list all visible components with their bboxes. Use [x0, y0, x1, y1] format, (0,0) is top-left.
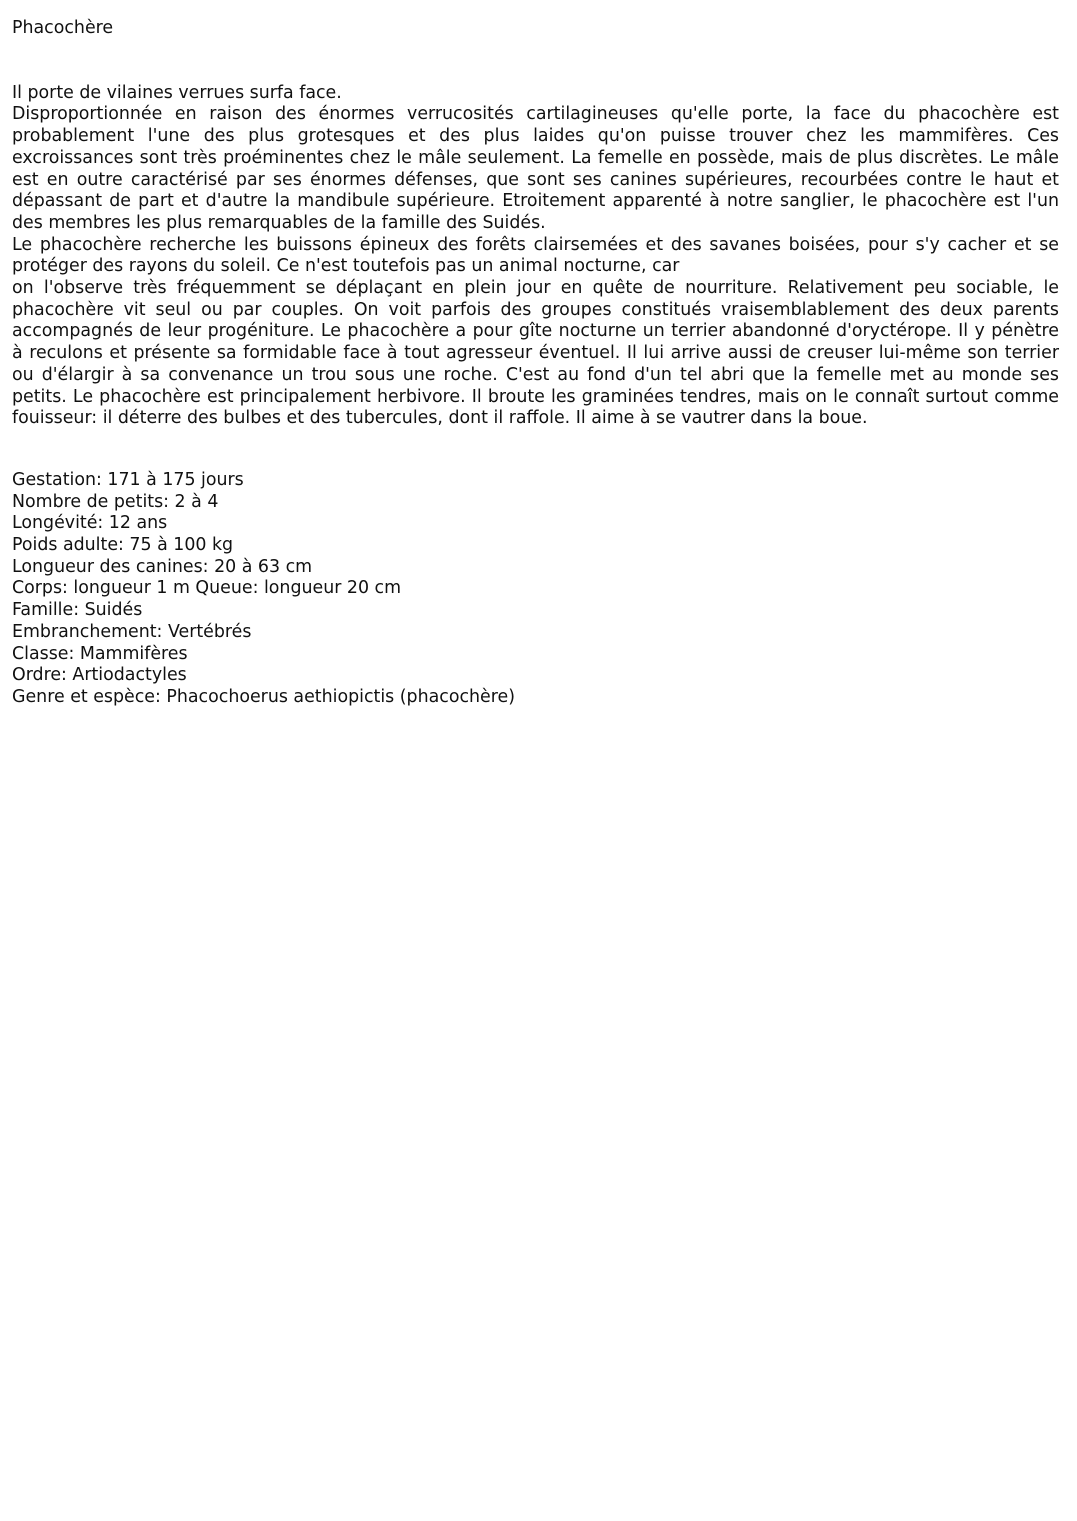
fact-order: Ordre: Artiodactyles	[12, 665, 187, 686]
behavior-paragraph: on l'observe très fréquemment se déplaçant en plein jour en quête de nourriture. Relativement peu sociable, le phacochère vit seul ou par couples. On voit parfois des groupes constitués vraisemblablement des deux parents accompagnés de leur progéniture. Le phacochère a pour gîte nocturne un terrier abandonné d'oryctérope. Il y pénètre à reculons et présente sa formidable face à tout agresseur éventuel. Il lui arrive aussi de creuser lui-même son terrier ou d'élargir à sa convenance un trou sous une roche. C'est au fond d'un tel abri que la femelle met au monde ses petits. Le phacochère est principalement herbivore. Il broute les graminées tendres, mais on le connaît surtout comme fouisseur: il déterre des bulbes et des tubercules, dont il raffole. Il aime à se vautrer dans la boue.	[12, 278, 1059, 429]
facts-list	[12, 470, 1059, 709]
fact-genus-species: Genre et espèce: Phacochoerus aethiopictis (phacochère)	[12, 686, 516, 707]
document-body	[12, 83, 1059, 430]
fact-class: Classe: Mammifères	[12, 643, 188, 664]
fact-phylum: Embranchement: Vertébrés	[12, 621, 252, 642]
document-title: Phacochère	[12, 18, 114, 38]
description-paragraph: Disproportionnée en raison des énormes verrucosités cartilagineuses qu'elle porte, la face du phacochère est probablement l'une des plus grotesques et des plus laides qu'on puisse trouver chez les mammifères. Ces excroissances sont très proéminentes chez le mâle seulement. La femelle en possède, mais de plus discrètes. Le mâle est en outre caractérisé par ses énormes défenses, que sont ses canines supérieures, recourbées contre le haut et dépassant de part et d'autre la mandibule supérieure. Etroitement apparenté à notre sanglier, le phacochère est l'un des membres les plus remarquables de la famille des Suidés.	[12, 104, 1059, 233]
fact-canine-length: Longueur des canines: 20 à 63 cm	[12, 556, 313, 577]
fact-litter-size: Nombre de petits: 2 à 4	[12, 491, 219, 512]
habitat-paragraph: Le phacochère recherche les buissons épineux des forêts clairsemées et des savanes boisées, pour s'y cacher et se protéger des rayons du soleil. Ce n'est toutefois pas un animal nocturne, car	[12, 234, 1059, 277]
fact-adult-weight: Poids adulte: 75 à 100 kg	[12, 535, 234, 556]
intro-sentence: Il porte de vilaines verrues surfa face.	[12, 82, 342, 103]
fact-gestation: Gestation: 171 à 175 jours	[12, 469, 244, 490]
fact-family: Famille: Suidés	[12, 600, 143, 621]
document-page	[12, 18, 1059, 709]
section-spacer	[12, 430, 1059, 470]
fact-longevity: Longévité: 12 ans	[12, 513, 168, 534]
fact-body-tail-length: Corps: longueur 1 m Queue: longueur 20 cm	[12, 578, 402, 599]
